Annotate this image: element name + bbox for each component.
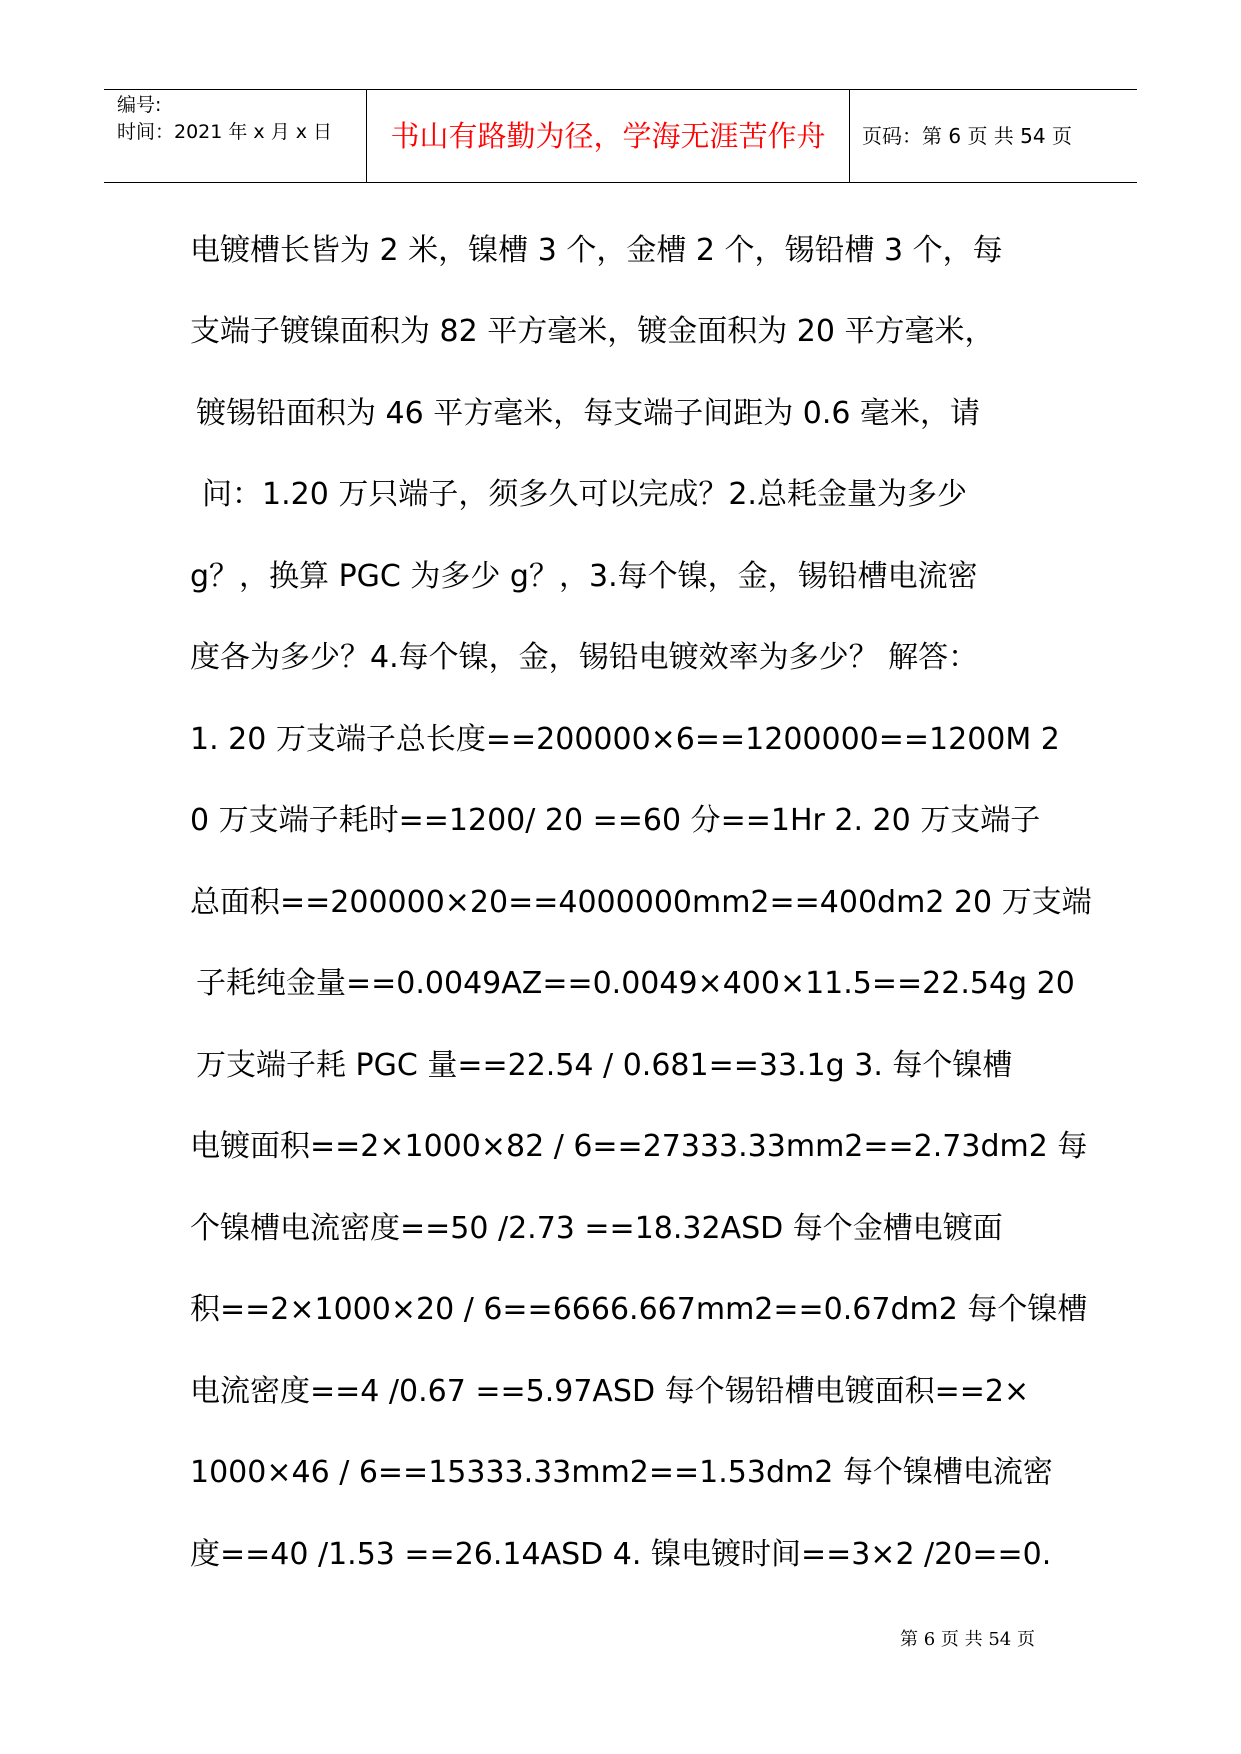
body-line: 电流密度==4 /0.67 ==5.97ASD 每个锡铅槽电镀面积==2× xyxy=(190,1374,1030,1409)
document-number-label: 编号: xyxy=(117,94,162,116)
body-line: 问：1.20 万只端子，须多久可以完成？2.总耗金量为多少 xyxy=(202,477,967,512)
body-line: 万支端子耗 PGC 量==22.54 / 0.681==33.1g 3. 每个镍槽 xyxy=(196,1048,1013,1083)
body-line: 电镀面积==2×1000×82 / 6==27333.33mm2==2.73dm2 每 xyxy=(190,1129,1088,1164)
body-line: 镀锡铅面积为 46 平方毫米，每支端子间距为 0.6 毫米，请 xyxy=(196,396,981,431)
body-line: 1. 20 万支端子总长度==200000×6==1200000==1200M 2 xyxy=(190,722,1060,757)
header-motto: 书山有路勤为径，学海无涯苦作舟 xyxy=(390,119,826,153)
page-footer: 第 6 页 共 54 页 xyxy=(900,1629,1035,1650)
body-line: 个镍槽电流密度==50 /2.73 ==18.32ASD 每个金槽电镀面 xyxy=(190,1211,1003,1246)
body-line: g？，换算 PGC 为多少 g？，3.每个镍，金，锡铅槽电流密 xyxy=(190,559,978,594)
body-line: 0 万支端子耗时==1200/ 20 ==60 分==1Hr 2. 20 万支端子 xyxy=(190,803,1041,838)
body-line: 总面积==200000×20==4000000mm2==400dm2 20 万支端 xyxy=(190,885,1092,920)
body-line: 子耗纯金量==0.0049AZ==0.0049×400×11.5==22.54g 20 xyxy=(196,966,1075,1001)
body-line: 支端子镀镍面积为 82 平方毫米，镀金面积为 20 平方毫米， xyxy=(190,314,995,349)
header-page-code: 页码：第 6 页 共 54 页 xyxy=(862,124,1072,148)
body-line: 积==2×1000×20 / 6==6666.667mm2==0.67dm2 每个镍槽 xyxy=(190,1292,1088,1327)
body-line: 电镀槽长皆为 2 米，镍槽 3 个，金槽 2 个，锡铅槽 3 个，每 xyxy=(190,233,1003,268)
document-time-label: 时间：2021 年 x 月 x 日 xyxy=(117,121,333,143)
body-line: 1000×46 / 6==15333.33mm2==1.53dm2 每个镍槽电流密 xyxy=(190,1455,1053,1490)
body-line: 度各为多少？4.每个镍，金，锡铅电镀效率为多少？ 解答： xyxy=(190,640,979,675)
body-line: 度==40 /1.53 ==26.14ASD 4. 镍电镀时间==3×2 /20==0. xyxy=(190,1537,1052,1572)
